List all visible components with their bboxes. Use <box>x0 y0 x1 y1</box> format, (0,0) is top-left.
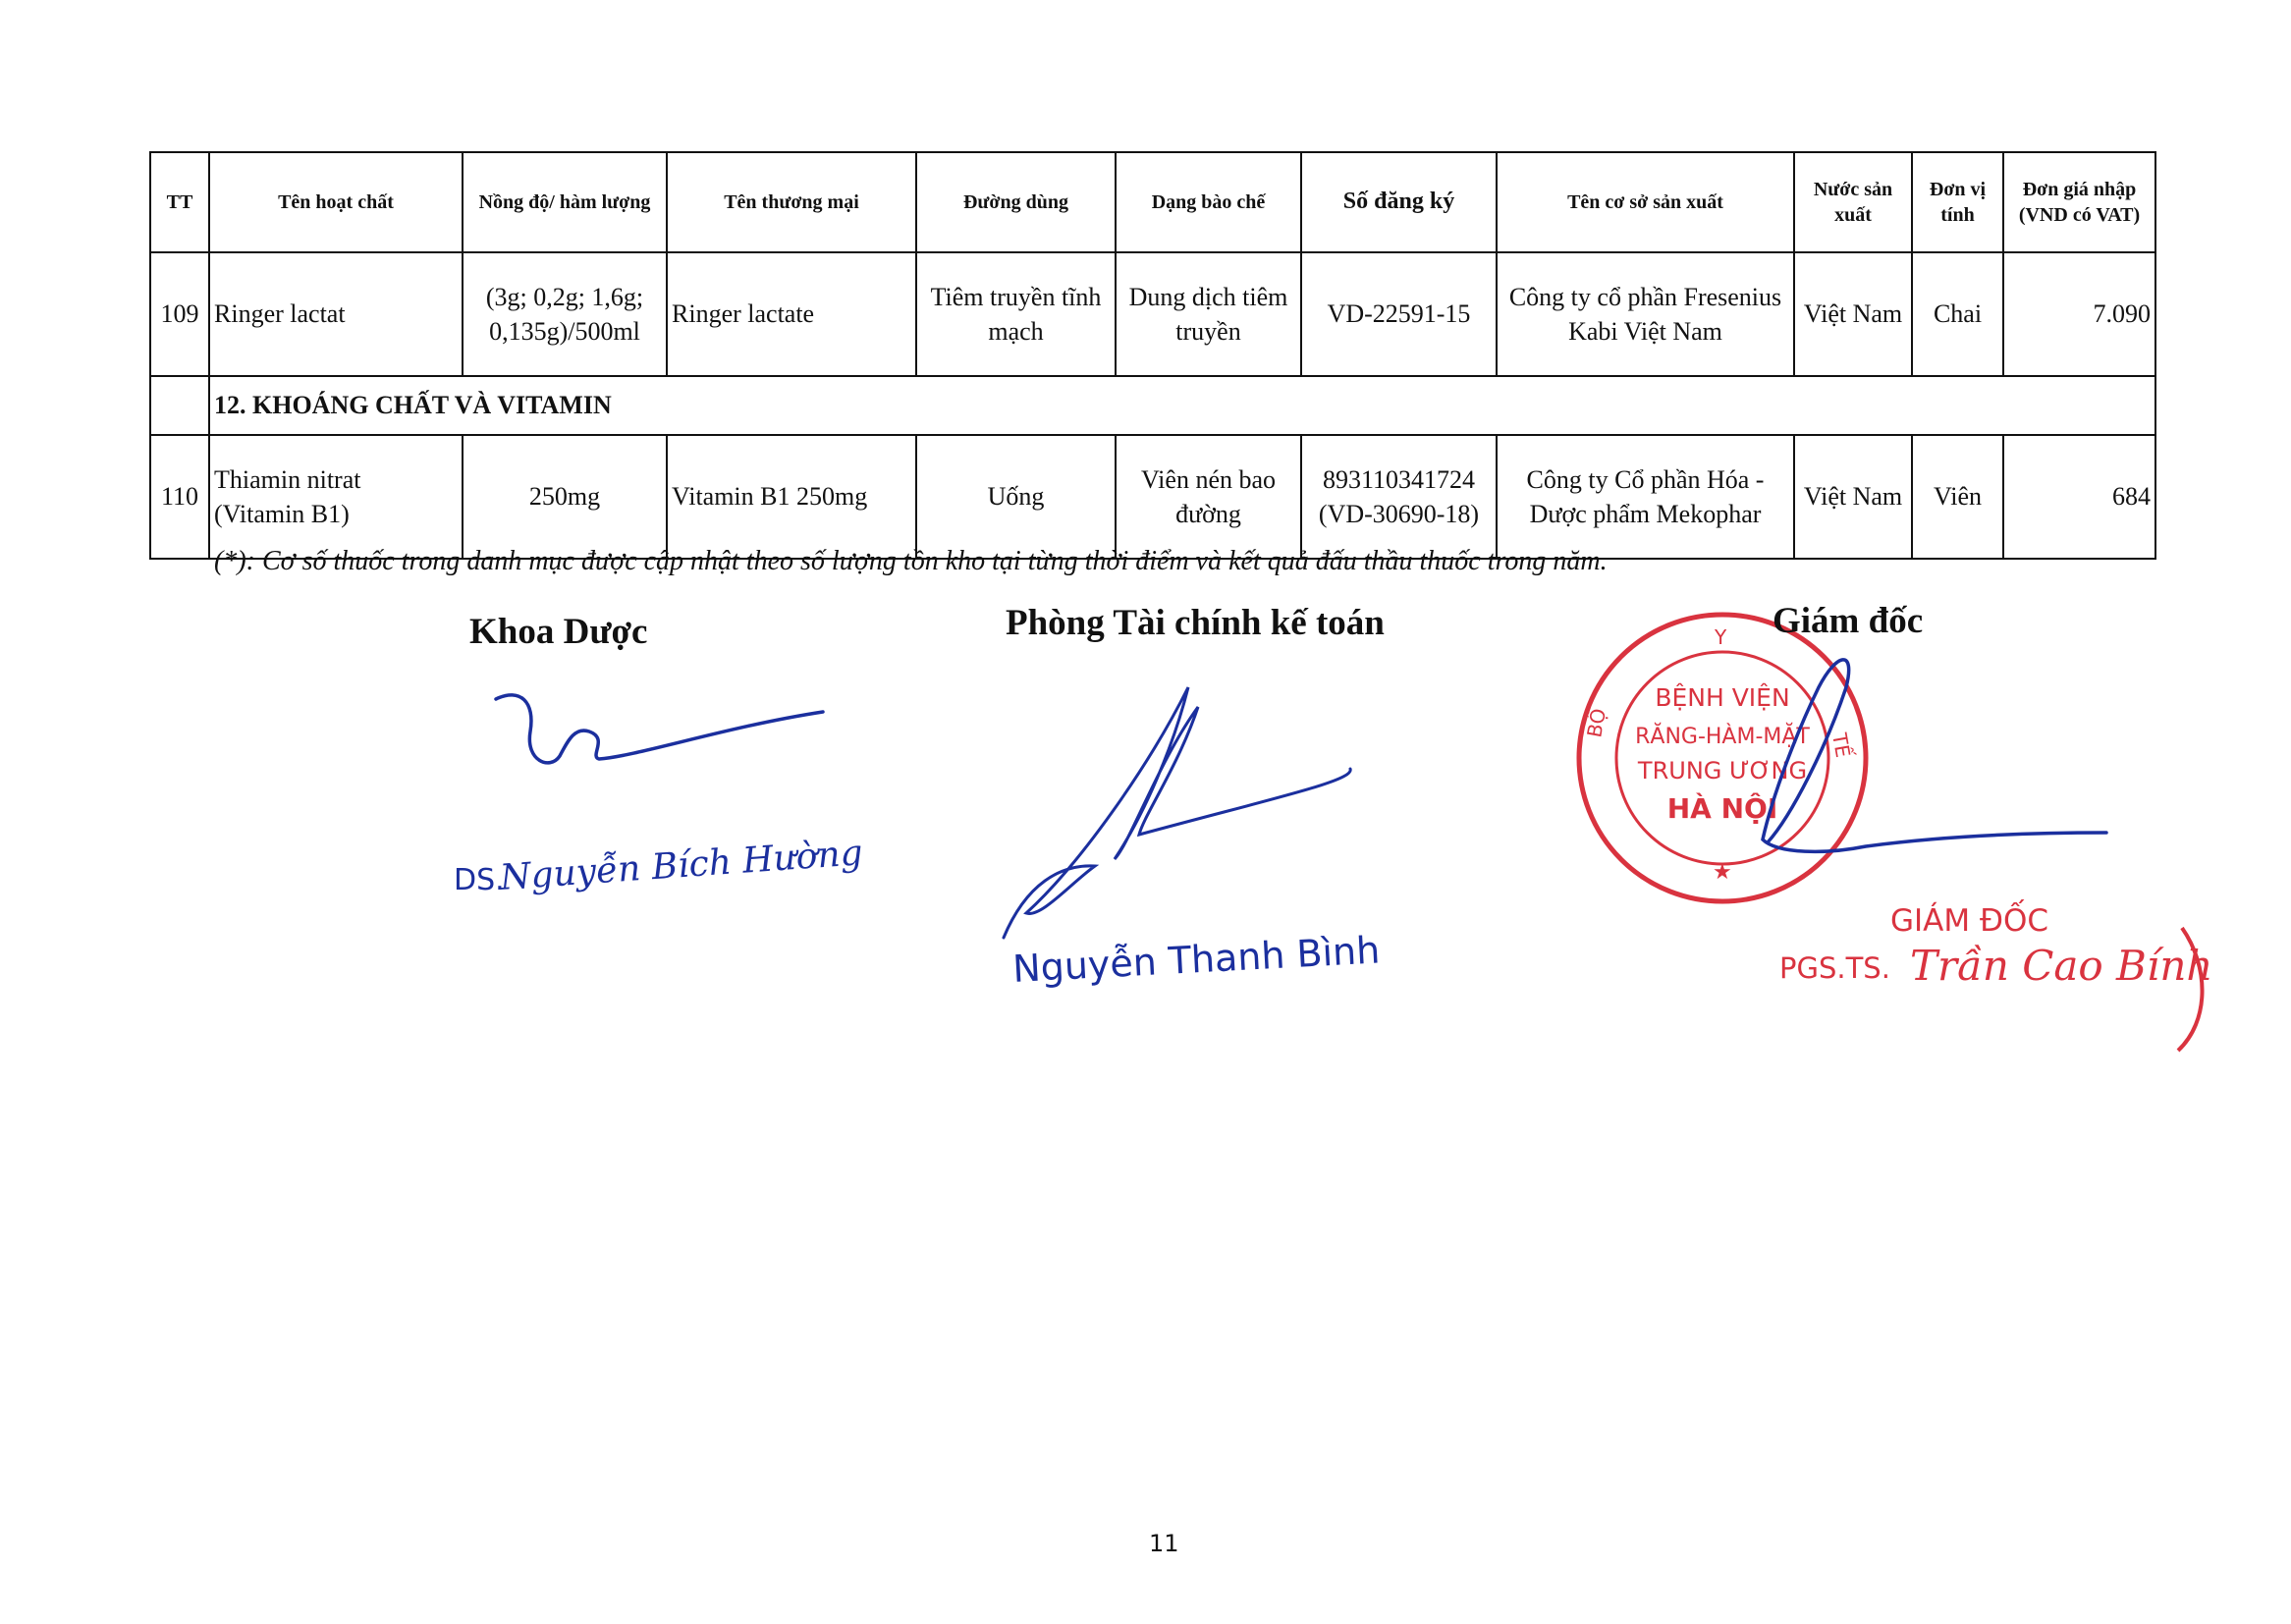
cell-active-ingredient: Thiamin nitrat (Vitamin B1) <box>209 435 463 559</box>
col-header-trade-name: Tên thương mại <box>667 152 916 252</box>
cell-registration: 893110341724 (VD-30690-18) <box>1301 435 1497 559</box>
col-header-manufacturer: Tên cơ sở sản xuất <box>1497 152 1794 252</box>
pharmacy-signer-name-script: Nguyễn Bích Hường <box>498 833 864 898</box>
director-signature <box>1763 660 2106 851</box>
director-name-script: Trần Cao Bính <box>1910 942 2213 990</box>
svg-text:Y: Y <box>1715 625 1727 649</box>
col-header-active-ingredient: Tên hoạt chất <box>209 152 463 252</box>
cell-route: Uống <box>916 435 1116 559</box>
cell-active-ingredient: Ringer lactat <box>209 252 463 376</box>
col-header-registration: Số đăng ký <box>1301 152 1497 252</box>
cell-unit: Viên <box>1912 435 2003 559</box>
finance-dept-title: Phòng Tài chính kế toán <box>1006 603 1385 643</box>
finance-signature <box>1004 687 1350 938</box>
section-title: 12. KHOÁNG CHẤT VÀ VITAMIN <box>209 376 2155 435</box>
cell-price: 7.090 <box>2003 252 2155 376</box>
col-header-strength: Nồng độ/ hàm lượng <box>463 152 667 252</box>
cell-tt: 110 <box>150 435 209 559</box>
finance-signer-name-handwriting: Nguyễn Thanh Bình <box>1011 928 1382 991</box>
pharmacy-signer-prefix: DS. <box>454 863 505 897</box>
director-role: GIÁM ĐỐC <box>1890 903 2049 939</box>
col-header-country: Nước sản xuất <box>1794 152 1912 252</box>
svg-text:BỘ: BỘ <box>1582 706 1611 739</box>
cell-manufacturer: Công ty cổ phần Fresenius Kabi Việt Nam <box>1497 252 1794 376</box>
pharmacy-signature <box>496 695 823 763</box>
cell-registration: VD-22591-15 <box>1301 252 1497 376</box>
hospital-stamp <box>1579 615 1866 901</box>
svg-text:TẾ: TẾ <box>1827 731 1856 760</box>
cell-unit: Chai <box>1912 252 2003 376</box>
cell-dosage-form: Dung dịch tiêm truyền <box>1116 252 1301 376</box>
cell-trade-name: Ringer lactate <box>667 252 916 376</box>
svg-text:TRUNG ƯƠNG: TRUNG ƯƠNG <box>1637 757 1808 785</box>
col-header-price: Đơn giá nhập (VND có VAT) <box>2003 152 2155 252</box>
svg-text:RĂNG-HÀM-MẶT: RĂNG-HÀM-MẶT <box>1635 725 1810 749</box>
cell-price: 684 <box>2003 435 2155 559</box>
cell-country: Việt Nam <box>1794 252 1912 376</box>
cell-dosage-form: Viên nén bao đường <box>1116 435 1301 559</box>
cell-route: Tiêm truyền tĩnh mạch <box>916 252 1116 376</box>
cell-manufacturer: Công ty Cổ phần Hóa - Dược phẩm Mekophar <box>1497 435 1794 559</box>
cell-trade-name: Vitamin B1 250mg <box>667 435 916 559</box>
page-number: 11 <box>1149 1530 1179 1557</box>
cell-country: Việt Nam <box>1794 435 1912 559</box>
col-header-unit: Đơn vị tính <box>1912 152 2003 252</box>
col-header-route: Đường dùng <box>916 152 1116 252</box>
cell-strength: 250mg <box>463 435 667 559</box>
svg-text:BỆNH VIỆN: BỆNH VIỆN <box>1655 683 1790 712</box>
svg-text:★: ★ <box>1713 860 1732 885</box>
director-title: Giám đốc <box>1773 601 1924 641</box>
col-header-tt: TT <box>150 152 209 252</box>
col-header-dosage-form: Dạng bào chế <box>1116 152 1301 252</box>
cell-strength: (3g; 0,2g; 1,6g; 0,135g)/500ml <box>463 252 667 376</box>
cell-tt: 109 <box>150 252 209 376</box>
svg-text:HÀ NỘI: HÀ NỘI <box>1666 792 1778 825</box>
director-prefix: PGS.TS. <box>1779 951 1890 985</box>
footnote: (*): Cơ số thuốc trong danh mục được cập nhật theo số lượng tồn kho tại từng thời điểm và kết quả đấu thầu thuốc trong năm. <box>214 546 1608 576</box>
pharmacy-dept-title: Khoa Dược <box>469 612 648 652</box>
